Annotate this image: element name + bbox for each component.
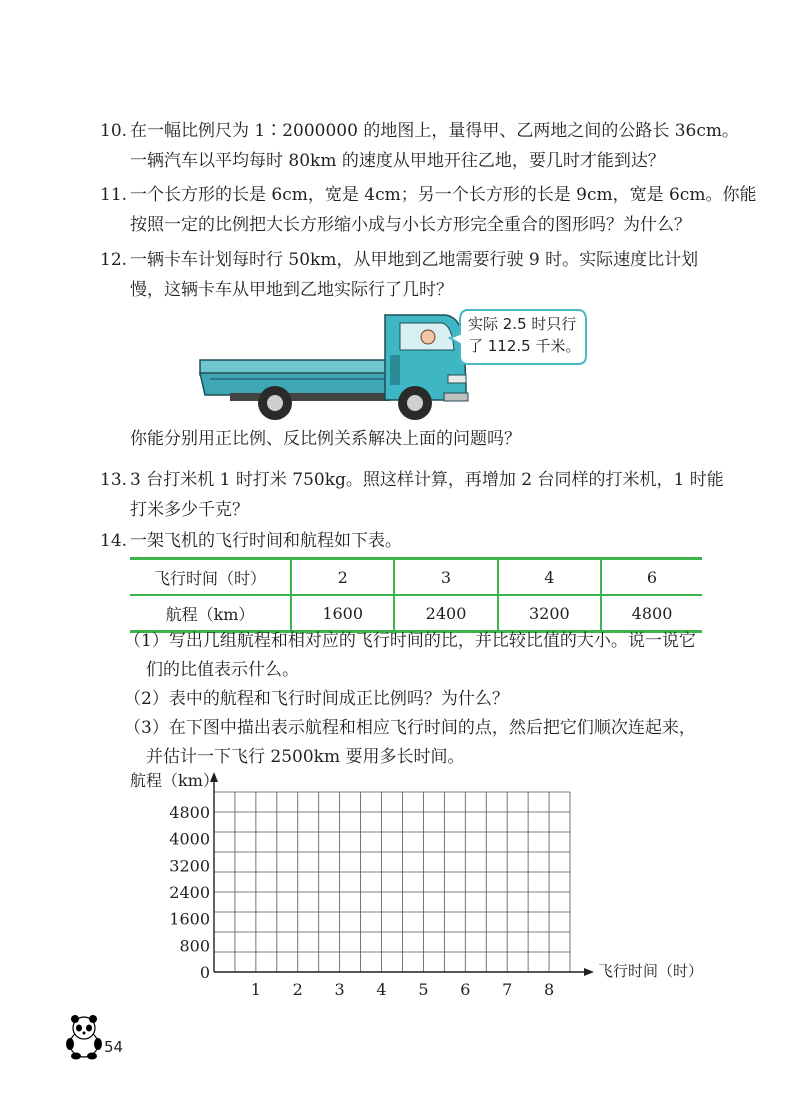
table-cell: 4800 — [601, 595, 702, 632]
problem-text-line: 3 台打米机 1 时打米 750kg。照这样计算，再增加 2 台同样的打米机，1 时能 — [130, 470, 724, 490]
sub-question-line: （2）表中的航程和飞行时间成正比例吗？为什么？ — [124, 689, 509, 709]
y-tick-labels — [169, 803, 210, 982]
problem-text-line: 在一幅比例尺为 1∶2000000 的地图上，量得甲、乙两地之间的公路长 36cm。 — [130, 121, 740, 141]
sub-question-line: 并估计一下飞行 2500km 要用多长时间。 — [146, 747, 465, 767]
problem-12-followup: 你能分别用正比例、反比例关系解决上面的问题吗？ — [130, 429, 521, 449]
problem-text-line: 一架飞机的飞行时间和航程如下表。 — [130, 531, 402, 551]
table-cell: 6 — [601, 559, 702, 596]
y-tick-label: 4800 — [169, 803, 210, 822]
problem-number: 14. — [100, 531, 128, 551]
x-tick-label: 1 — [250, 980, 261, 999]
y-tick-label: 1600 — [169, 909, 210, 929]
y-tick-label: 2400 — [169, 883, 210, 902]
blank-coordinate-grid — [130, 770, 710, 1002]
sub-question-1 — [124, 627, 714, 685]
grid-lines — [214, 792, 570, 972]
x-tick-label: 5 — [418, 980, 429, 999]
x-tick-label: 4 — [376, 980, 387, 999]
speech-line: 实际 2.5 时只行 — [468, 315, 577, 333]
x-axis-label: 飞行时间（时） — [598, 962, 704, 980]
table-cell: 1600 — [291, 595, 394, 632]
x-axis-arrow — [584, 968, 594, 976]
table-cell: 3 — [394, 559, 497, 596]
x-tick-label: 7 — [502, 980, 513, 999]
x-tick-label: 2 — [292, 980, 303, 999]
sub-question-3 — [124, 714, 714, 772]
y-tick-label: 800 — [179, 936, 210, 956]
y-tick-label: 3200 — [169, 856, 210, 876]
sub-question-line: （1）写出几组航程和相对应的飞行时间的比，并比较比值的大小。说一说它 — [124, 631, 696, 651]
speech-bubble-text — [468, 313, 580, 357]
problem-text-line: 一个长方形的长是 6cm，宽是 4cm；另一个长方形的长是 9cm，宽是 6cm。你能 — [130, 185, 757, 205]
table-cell: 3200 — [498, 595, 601, 632]
y-axis-label: 航程（km） — [130, 771, 219, 790]
sub-question-line: （3）在下图中描出表示航程和相应飞行时间的点，然后把它们顺次连起来， — [124, 718, 696, 738]
y-tick-label: 0 — [199, 963, 210, 982]
sub-question-2 — [124, 685, 714, 714]
problem-number: 11. — [100, 185, 128, 205]
page-number: 54 — [104, 1038, 124, 1056]
sub-question-line: 们的比值表示什么。 — [146, 660, 299, 680]
speech-line: 了 112.5 千米。 — [468, 337, 581, 355]
panda-mascot-icon — [64, 1014, 104, 1060]
row-header: 飞行时间（时） — [130, 559, 291, 596]
problem-number: 13. — [100, 470, 128, 490]
table-cell: 4 — [498, 559, 601, 596]
problem-number: 12. — [100, 250, 128, 270]
problem-text-line: 打米多少千克？ — [130, 500, 249, 520]
problem-text-line: 一辆卡车计划每时行 50km，从甲地到乙地需要行驶 9 时。实际速度比计划 — [130, 250, 699, 270]
table-cell: 2 — [291, 559, 394, 596]
x-tick-label: 3 — [334, 980, 345, 999]
x-tick-label: 6 — [460, 980, 471, 999]
x-tick-labels — [251, 980, 554, 999]
row-header: 航程（km） — [130, 595, 291, 632]
table-row — [130, 559, 702, 596]
axes — [210, 772, 594, 976]
x-tick-label: 8 — [543, 980, 555, 999]
problem-number: 10. — [100, 121, 128, 141]
y-tick-label: 4000 — [169, 829, 210, 849]
problem-text-line: 按照一定的比例把大长方形缩小成与小长方形完全重合的图形吗？为什么？ — [130, 215, 691, 235]
table-cell: 2400 — [394, 595, 497, 632]
flight-data-table — [130, 557, 702, 633]
problem-text-line: 慢，这辆卡车从甲地到乙地实际行了几时？ — [130, 280, 453, 300]
problem-text-line: 一辆汽车以平均每时 80km 的速度从甲地开往乙地，要几时才能到达？ — [130, 151, 665, 171]
